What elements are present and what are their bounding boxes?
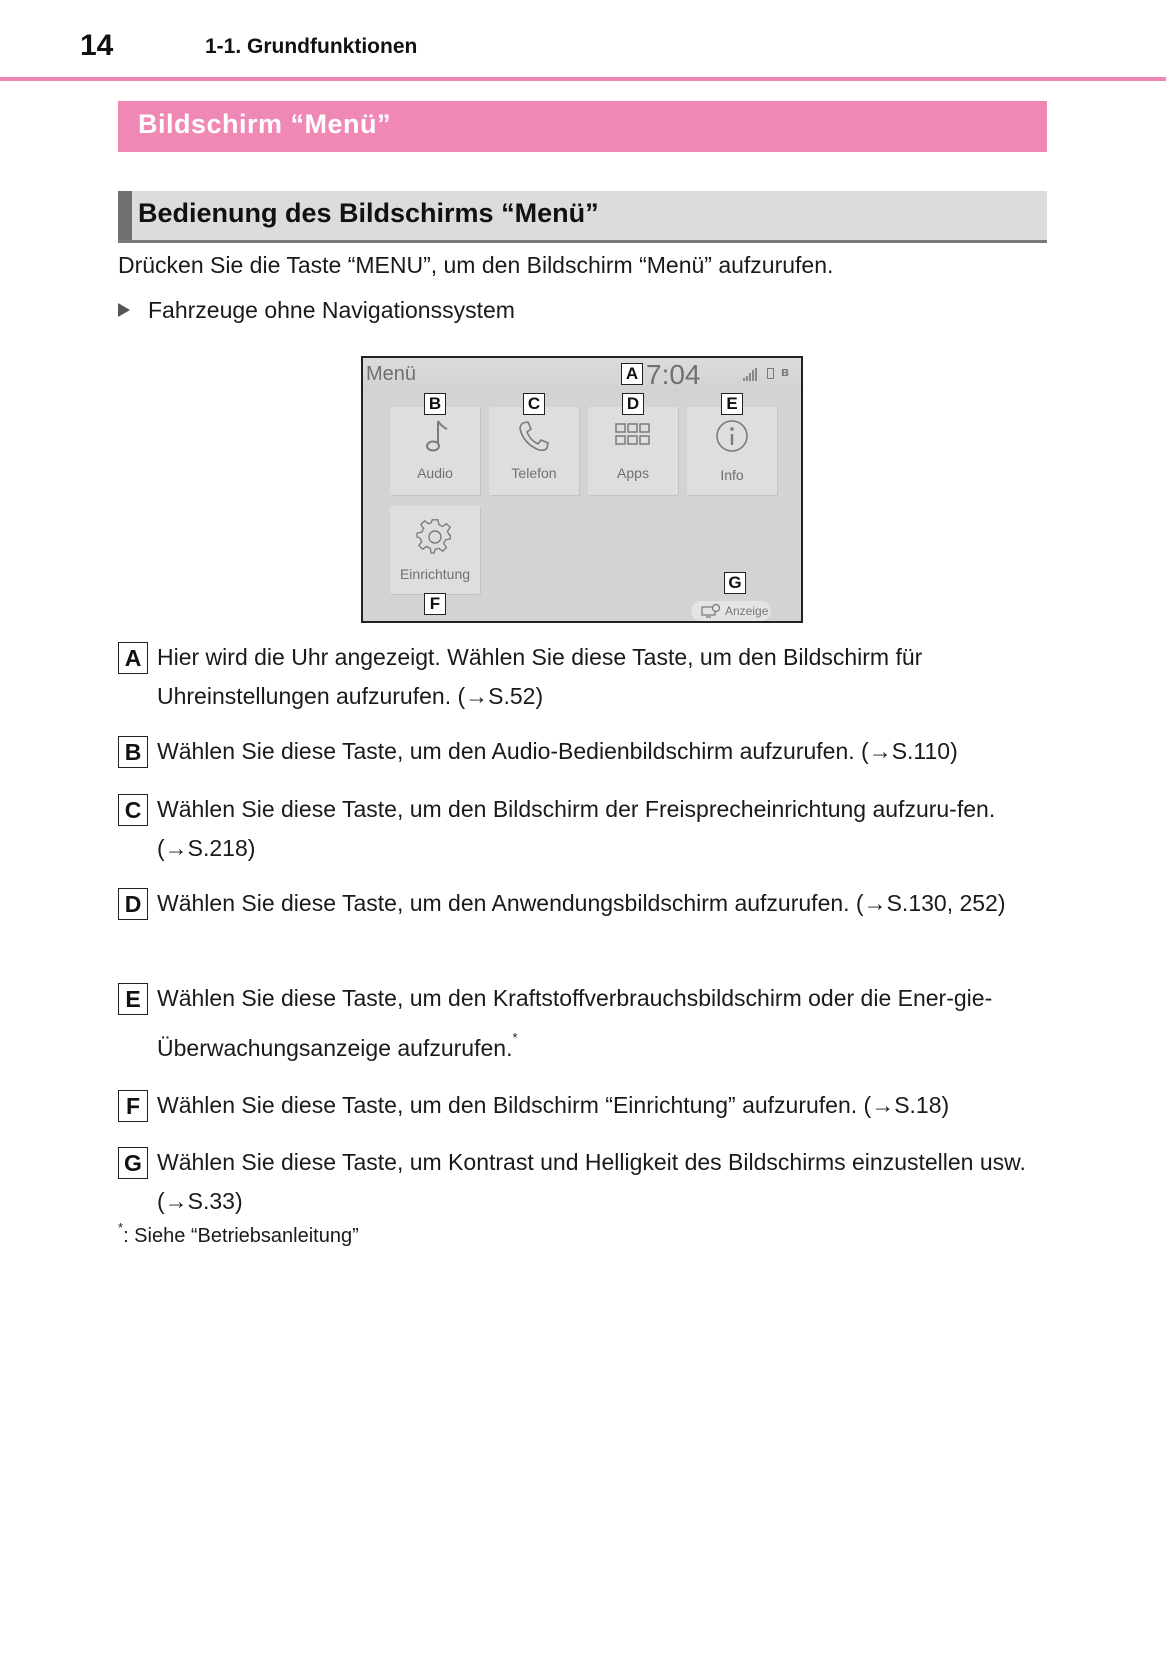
chapter-title: 1-1. Grundfunktionen: [205, 35, 418, 58]
letter-badge: F: [118, 1090, 148, 1122]
apps-grid-icon: [615, 423, 651, 447]
tile-info[interactable]: [687, 407, 777, 495]
phone-icon: [517, 419, 551, 453]
tile-label: Telefon: [511, 465, 557, 481]
anzeige-button[interactable]: [691, 601, 771, 621]
tile-label: Audio: [417, 465, 453, 481]
info-icon: [715, 419, 749, 453]
battery-icon: [767, 368, 774, 379]
section-title: Bildschirm “Menü”: [138, 109, 392, 139]
description-b: [118, 732, 1078, 771]
footnote: [118, 1220, 359, 1248]
tile-einrichtung[interactable]: [390, 506, 480, 594]
subsection-accent: [118, 191, 132, 240]
tile-telefon[interactable]: [489, 407, 579, 495]
tile-label: Info: [720, 467, 744, 483]
description-text: Wählen Sie diese Taste, um den Audio-Bedienbildschirm aufzurufen. (→S.110): [157, 738, 958, 764]
anzeige-label: Anzeige: [725, 604, 769, 618]
callout-a: A: [621, 363, 643, 385]
callout-d: D: [622, 393, 644, 415]
description-text: Hier wird die Uhr angezeigt. Wählen Sie diese Taste, um den Bildschirm für Uhreinstellungen aufzurufen. (→S.52): [157, 644, 923, 709]
gear-icon: [416, 518, 454, 556]
footnote-marker: *: [512, 1030, 518, 1045]
callout-g: G: [724, 572, 746, 594]
description-text: Wählen Sie diese Taste, um den Kraftstoffverbrauchsbildschirm oder die Ener-gie-Überwachungsanzeige aufzurufen.*: [157, 985, 993, 1061]
footnote-text: : Siehe “Betriebsanleitung”: [123, 1225, 359, 1247]
footnote-mark: *: [118, 1220, 124, 1235]
tile-audio[interactable]: [390, 407, 480, 495]
description-e: [118, 979, 1078, 1068]
callout-b: B: [424, 393, 446, 415]
description-g: [118, 1143, 1078, 1221]
letter-badge: C: [118, 794, 148, 826]
bluetooth-icon: ʙ: [781, 364, 789, 379]
screen-title: Menü: [366, 363, 417, 385]
description-text: Wählen Sie diese Taste, um Kontrast und Helligkeit des Bildschirms einzustellen usw. (→S.33): [157, 1149, 1026, 1214]
tile-apps[interactable]: [588, 407, 678, 495]
letter-badge: A: [118, 642, 148, 674]
music-note-icon: [420, 419, 450, 455]
bullet-item: [118, 297, 515, 324]
letter-badge: D: [118, 888, 148, 920]
header-divider: [0, 77, 1166, 81]
menu-screen-illustration: [361, 356, 803, 623]
screen-clock[interactable]: 7:04: [646, 359, 701, 390]
callout-e: E: [721, 393, 743, 415]
description-text: Wählen Sie diese Taste, um den Bildschirm der Freisprecheinrichtung aufzuru-fen. (→S.218): [157, 796, 996, 861]
description-a: [118, 638, 1078, 716]
description-text: Wählen Sie diese Taste, um den Bildschirm “Einrichtung” aufzurufen. (→S.18): [157, 1092, 950, 1118]
description-c: [118, 790, 1078, 868]
screen-top-bar: [363, 358, 801, 392]
description-d: [118, 884, 1078, 923]
page-number: 14: [80, 29, 114, 62]
triangle-bullet-icon: [118, 303, 130, 317]
letter-badge: G: [118, 1147, 148, 1179]
callout-f: F: [424, 593, 446, 615]
letter-badge: E: [118, 983, 148, 1015]
tile-label: Apps: [617, 465, 649, 481]
section-heading-bar: [118, 101, 1047, 152]
subsection-title: Bedienung des Bildschirms “Menü”: [138, 198, 599, 228]
description-text: Wählen Sie diese Taste, um den Anwendungsbildschirm aufzurufen. (→S.130, 252): [157, 890, 1006, 916]
display-icon: [701, 604, 721, 618]
tile-label: Einrichtung: [399, 566, 471, 582]
description-f: [118, 1086, 1078, 1125]
signal-icon: [743, 367, 759, 381]
letter-badge: B: [118, 736, 148, 768]
subsection-heading-bar: [118, 191, 1047, 243]
intro-text: Drücken Sie die Taste “MENU”, um den Bildschirm “Menü” aufzurufen.: [118, 252, 834, 278]
callout-c: C: [523, 393, 545, 415]
bullet-text: Fahrzeuge ohne Navigationssystem: [148, 297, 515, 323]
